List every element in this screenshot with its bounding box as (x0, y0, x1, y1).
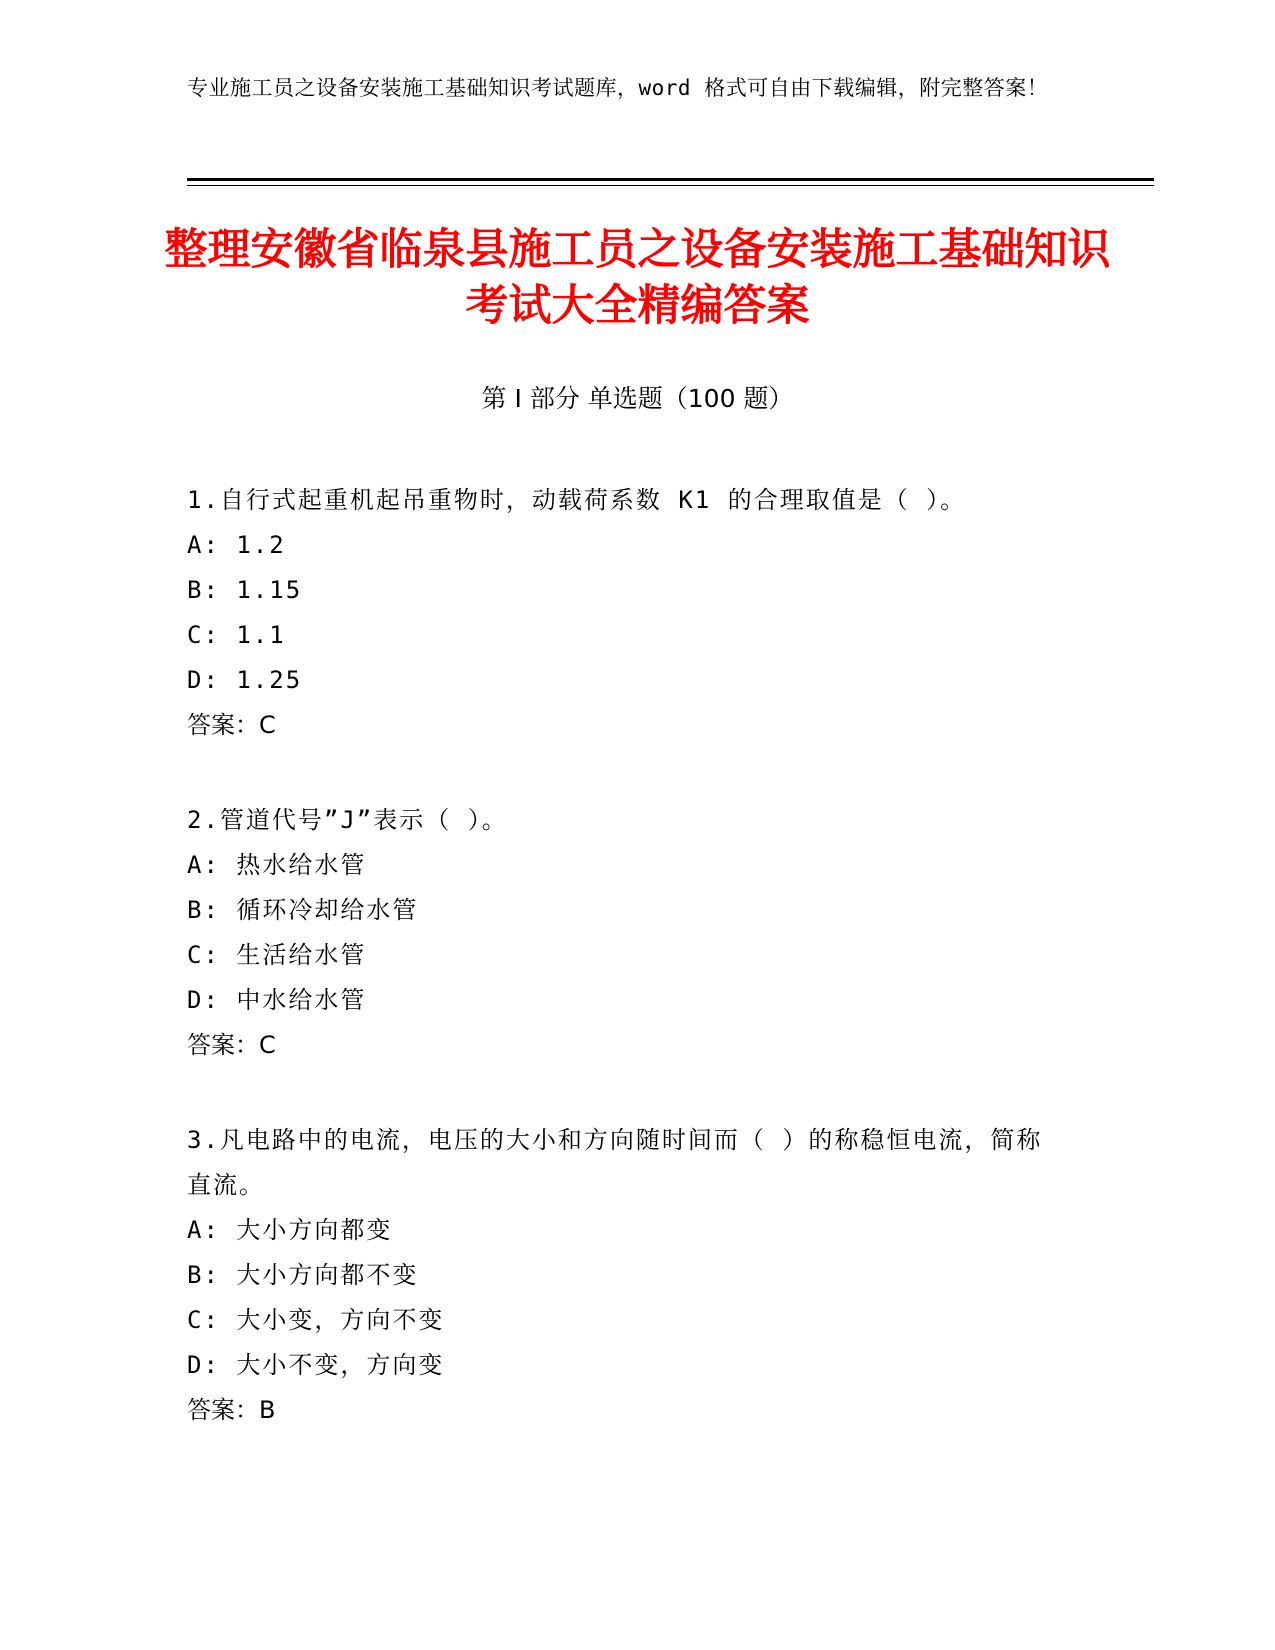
question-list (187, 478, 1067, 1483)
question-1 (187, 478, 1067, 748)
option-d: D: 1.25 (187, 666, 303, 694)
answer-line: 答案：C (187, 1031, 276, 1059)
option-b: B: 循环冷却给水管 (187, 896, 419, 924)
section-title: 第 I 部分 单选题（100 题） (481, 384, 794, 413)
option-c: C: 1.1 (187, 621, 286, 649)
question-stem: 1.自行式起重机起吊重物时，动载荷系数 K1 的合理取值是（ ）。 (187, 486, 967, 514)
question-3 (187, 1118, 1067, 1433)
question-2 (187, 798, 1067, 1068)
question-stem: 3.凡电路中的电流，电压的大小和方向随时间而（ ）的称稳恒电流，简称直流。 (187, 1126, 1043, 1199)
option-d: D: 中水给水管 (187, 986, 367, 1014)
header-rule-thick (187, 178, 1154, 181)
option-b: B: 1.15 (187, 576, 303, 604)
option-a: A: 热水给水管 (187, 851, 367, 879)
option-d: D: 大小不变，方向变 (187, 1351, 445, 1379)
answer-line: 答案：B (187, 1396, 276, 1424)
header-note: 专业施工员之设备安装施工基础知识考试题库，word 格式可自由下载编辑，附完整答案！ (187, 76, 1049, 100)
option-a: A: 1.2 (187, 531, 286, 559)
option-c: C: 生活给水管 (187, 941, 367, 969)
option-b: B: 大小方向都不变 (187, 1261, 419, 1289)
document-title: 整理安徽省临泉县施工员之设备安装施工基础知识考试大全精编答案 (164, 225, 1111, 331)
option-a: A: 大小方向都变 (187, 1216, 393, 1244)
question-stem: 2.管道代号”J”表示（ ）。 (187, 806, 508, 834)
header-rule-thin (187, 185, 1154, 186)
option-c: C: 大小变，方向不变 (187, 1306, 445, 1334)
answer-line: 答案：C (187, 711, 276, 739)
